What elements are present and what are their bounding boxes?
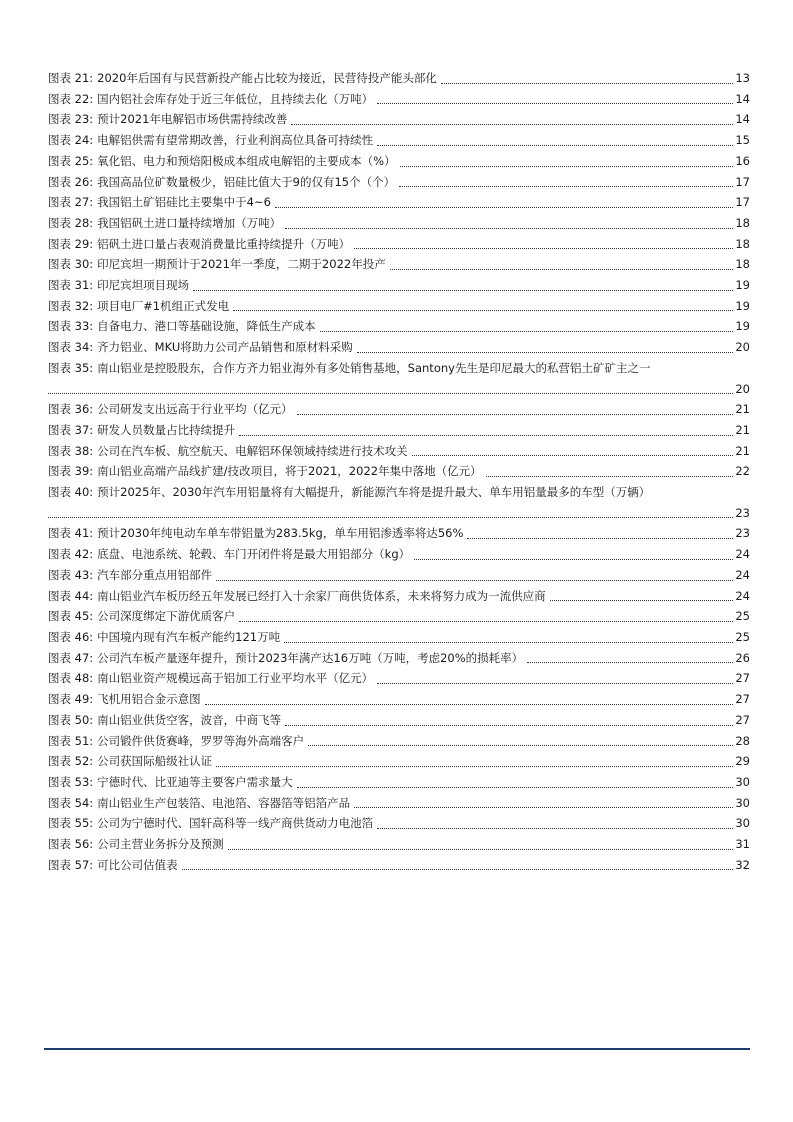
toc-entry[interactable] (48, 130, 750, 151)
toc-entry-title[interactable]: 南山铝业资产规模远高于铝加工行业平均水平（亿元） (97, 671, 374, 686)
toc-entry[interactable] (48, 793, 750, 814)
toc-entry-page[interactable]: 26 (735, 650, 750, 665)
toc-entry-label: 图表 34: (48, 340, 94, 355)
toc-entry-page[interactable]: 30 (735, 816, 750, 831)
toc-entry-label: 图表 44: (48, 588, 94, 603)
toc-dot-leader (205, 704, 734, 705)
toc-entry-title[interactable]: 公司为宁德时代、国轩高科等一线产商供货动力电池箔 (97, 816, 374, 831)
toc-dot-leader (228, 849, 734, 850)
table-of-figures (48, 68, 750, 875)
toc-entry[interactable] (48, 89, 750, 110)
toc-entry-title[interactable]: 我国高品位矿数量极少，铝硅比值大于9的仅有15个（个） (97, 174, 396, 189)
toc-entry-title[interactable]: 2020年后国有与民营新投产能占比较为接近，民营待投产能头部化 (97, 71, 437, 85)
toc-entry-title[interactable]: 汽车部分重点用铝部件 (97, 567, 213, 582)
toc-dot-leader (285, 725, 733, 726)
toc-entry-page[interactable]: 13 (735, 71, 750, 85)
toc-dot-leader (291, 124, 733, 125)
toc-entry[interactable] (48, 606, 750, 627)
toc-dot-leader (320, 331, 734, 332)
toc-entry-label: 图表 48: (48, 671, 94, 686)
toc-entry-page[interactable]: 30 (735, 774, 750, 789)
toc-entry[interactable] (48, 523, 750, 544)
toc-dot-leader (486, 476, 734, 477)
toc-entry-page[interactable]: 32 (735, 857, 750, 872)
toc-entry-title[interactable]: 南山铝业是控股股东，合作方齐力铝业海外有多处销售基地，Santony先生是印尼最大的私营铝土矿矿主之一 (97, 360, 651, 375)
toc-entry-title[interactable]: 我国铝土矿铝硅比主要集中于4~6 (97, 195, 271, 210)
toc-dot-leader (399, 186, 733, 187)
toc-entry-title[interactable]: 南山铝业供货空客，波音，中商飞等 (97, 712, 282, 727)
toc-entry-page[interactable]: 24 (735, 547, 750, 562)
toc-entry-page[interactable]: 31 (735, 837, 750, 852)
toc-entry-title[interactable]: 南山铝业高端产品线扩建/技改项目，将于2021，2022年集中落地（亿元） (97, 464, 482, 479)
toc-dot-leader (412, 455, 734, 456)
toc-entry-page[interactable]: 18 (735, 236, 750, 251)
toc-entry[interactable] (48, 648, 750, 669)
toc-entry-label: 图表 29: (48, 236, 94, 251)
toc-entry[interactable] (48, 627, 750, 648)
toc-entry-label: 图表 47: (48, 650, 94, 665)
toc-entry[interactable] (48, 337, 750, 358)
toc-entry-title[interactable]: 公司获国际船级社认证 (97, 754, 213, 769)
toc-entry[interactable] (48, 275, 750, 296)
toc-dot-leader (285, 228, 733, 229)
toc-entry[interactable] (48, 668, 750, 689)
toc-entry-label: 图表 28: (48, 215, 94, 230)
toc-entry-label: 图表 56: (48, 837, 94, 852)
toc-entry[interactable] (48, 68, 750, 89)
toc-entry[interactable] (48, 213, 750, 234)
toc-entry-title[interactable]: 预计2030年纯电动车单车带铝量为283.5kg，单车用铝渗透率将达56% (97, 526, 464, 541)
toc-entry-label: 图表 24: (48, 133, 94, 148)
toc-entry-label: 图表 55: (48, 816, 94, 831)
toc-entry-page[interactable]: 25 (735, 609, 750, 624)
footer-rule (44, 1048, 750, 1050)
toc-entry-title[interactable]: 中国境内现有汽车板产能约121万吨 (97, 629, 281, 644)
toc-entry[interactable] (48, 689, 750, 710)
toc-entry[interactable] (48, 482, 750, 523)
toc-entry-title[interactable]: 公司在汽车板、航空航天、电解铝环保领域持续进行技术攻关 (97, 443, 408, 458)
toc-entry-page[interactable]: 27 (735, 692, 750, 707)
toc-dot-leader (377, 145, 733, 146)
toc-entry-label: 图表 30: (48, 257, 94, 272)
toc-entry-label: 图表 35: (48, 360, 94, 375)
toc-entry-page[interactable]: 19 (735, 319, 750, 334)
toc-dot-leader (354, 807, 733, 808)
toc-dot-leader (216, 580, 733, 581)
toc-entry-page[interactable]: 16 (735, 153, 750, 168)
toc-entry-title[interactable]: 公司锻件供货赛峰，罗罗等海外高端客户 (97, 733, 305, 748)
toc-entry[interactable] (48, 586, 750, 607)
toc-dot-leader (193, 290, 733, 291)
toc-entry-title[interactable]: 宁德时代、比亚迪等主要客户需求量大 (97, 774, 293, 789)
toc-entry-page[interactable]: 25 (735, 629, 750, 644)
toc-entry-label: 图表 21: (48, 71, 94, 85)
toc-entry[interactable] (48, 441, 750, 462)
toc-entry-page[interactable]: 19 (735, 298, 750, 313)
toc-entry-title[interactable]: 公司主营业务拆分及预测 (97, 837, 224, 852)
toc-entry-title[interactable]: 项目电厂#1机组正式发电 (97, 298, 230, 313)
toc-entry[interactable] (48, 461, 750, 482)
toc-entry[interactable] (48, 358, 750, 399)
toc-entry-title[interactable]: 可比公司估值表 (97, 857, 178, 872)
toc-entry-page[interactable]: 22 (735, 464, 750, 479)
toc-entry-label: 图表 45: (48, 609, 94, 624)
toc-entry-label: 图表 39: (48, 464, 94, 479)
toc-entry[interactable] (48, 109, 750, 130)
toc-entry-title[interactable]: 预计2025年、2030年汽车用铝量将有大幅提升，新能源汽车将是提升最大、单车用铝量最多的车型（万辆） (97, 485, 651, 500)
toc-dot-leader (400, 166, 734, 167)
toc-entry-page[interactable]: 24 (735, 588, 750, 603)
toc-dot-leader (275, 207, 733, 208)
toc-entry[interactable] (48, 172, 750, 193)
toc-entry-title[interactable]: 我国铝矾土进口量持续增加（万吨） (97, 215, 282, 230)
toc-dot-leader (297, 414, 734, 415)
toc-entry-label: 图表 31: (48, 278, 94, 293)
toc-entry-page[interactable]: 29 (735, 754, 750, 769)
toc-dot-leader (239, 621, 733, 622)
toc-entry-page[interactable]: 18 (735, 257, 750, 272)
toc-entry-title[interactable]: 电解铝供需有望常期改善，行业利润高位具备可持续性 (97, 133, 374, 148)
toc-entry-page[interactable]: 17 (735, 195, 750, 210)
toc-dot-leader (182, 869, 734, 870)
toc-dot-leader (377, 683, 733, 684)
toc-entry[interactable] (48, 234, 750, 255)
toc-entry-page[interactable]: 20 (735, 340, 750, 355)
toc-entry[interactable] (48, 420, 750, 441)
toc-dot-leader (441, 83, 733, 84)
toc-dot-leader (390, 269, 734, 270)
toc-entry-page[interactable]: 19 (735, 278, 750, 293)
toc-dot-leader (377, 103, 733, 104)
toc-entry-label: 图表 41: (48, 526, 94, 541)
toc-dot-leader (550, 600, 734, 601)
toc-entry-label: 图表 51: (48, 733, 94, 748)
toc-entry-label: 图表 26: (48, 174, 94, 189)
toc-entry-label: 图表 46: (48, 629, 94, 644)
toc-dot-leader (233, 310, 733, 311)
toc-entry-title[interactable]: 印尼宾坦一期预计于2021年一季度，二期于2022年投产 (97, 257, 386, 272)
toc-entry-label: 图表 42: (48, 547, 94, 562)
toc-entry[interactable] (48, 772, 750, 793)
toc-entry-title[interactable]: 南山铝业汽车板历经五年发展已经打入十余家厂商供货体系，未来将努力成为一流供应商 (97, 588, 546, 603)
toc-entry[interactable] (48, 151, 750, 172)
toc-entry[interactable] (48, 296, 750, 317)
toc-entry-label: 图表 33: (48, 319, 94, 334)
toc-dot-leader (297, 787, 734, 788)
toc-entry[interactable] (48, 751, 750, 772)
toc-entry-title[interactable]: 底盘、电池系统、轮毂、车门开闭件将是最大用铝部分（kg） (97, 547, 411, 562)
toc-entry-title[interactable]: 飞机用铝合金示意图 (97, 692, 201, 707)
toc-entry[interactable] (48, 316, 750, 337)
toc-entry-page[interactable]: 14 (735, 112, 750, 127)
toc-entry-title[interactable]: 预计2021年电解铝市场供需持续改善 (97, 112, 288, 127)
toc-entry-title[interactable]: 研发人员数量占比持续提升 (97, 422, 236, 437)
toc-entry-label: 图表 43: (48, 567, 94, 582)
toc-entry-label: 图表 40: (48, 485, 94, 500)
toc-entry-label: 图表 22: (48, 91, 94, 106)
toc-entry-page[interactable]: 23 (735, 505, 750, 520)
toc-entry-label: 图表 32: (48, 298, 94, 313)
toc-entry-title[interactable]: 氧化铝、电力和预焙阳极成本组成电解铝的主要成本（%） (97, 153, 396, 168)
toc-entry-page[interactable]: 17 (735, 174, 750, 189)
toc-entry-page[interactable]: 21 (735, 443, 750, 458)
toc-entry-title[interactable]: 自备电力、港口等基础设施，降低生产成本 (97, 319, 316, 334)
toc-entry-page[interactable]: 28 (735, 733, 750, 748)
toc-entry-title[interactable]: 公司研发支出远高于行业平均（亿元） (97, 402, 293, 417)
toc-entry-page[interactable]: 18 (735, 215, 750, 230)
toc-dot-leader (527, 662, 733, 663)
toc-entry-title[interactable]: 印尼宾坦项目现场 (97, 278, 190, 293)
toc-dot-leader (239, 435, 733, 436)
toc-entry[interactable] (48, 192, 750, 213)
toc-entry[interactable] (48, 710, 750, 731)
toc-entry-title[interactable]: 南山铝业生产包装箔、电池箔、容器箔等铝箔产品 (97, 795, 351, 810)
toc-entry-page[interactable]: 15 (735, 133, 750, 148)
toc-entry-label: 图表 25: (48, 153, 94, 168)
toc-entry[interactable] (48, 813, 750, 834)
toc-entry-page[interactable]: 27 (735, 671, 750, 686)
toc-entry-page[interactable]: 23 (735, 526, 750, 541)
toc-entry-label: 图表 57: (48, 857, 94, 872)
toc-dot-leader (357, 352, 734, 353)
toc-entry-page[interactable]: 21 (735, 422, 750, 437)
toc-entry[interactable] (48, 254, 750, 275)
toc-entry[interactable] (48, 855, 750, 876)
toc-entry-label: 图表 23: (48, 112, 94, 127)
toc-dot-leader (414, 559, 733, 560)
toc-entry-page[interactable]: 24 (735, 567, 750, 582)
toc-entry[interactable] (48, 544, 750, 565)
toc-entry[interactable] (48, 731, 750, 752)
toc-entry-label: 图表 27: (48, 195, 94, 210)
toc-dot-leader (377, 828, 733, 829)
toc-entry-label: 图表 53: (48, 774, 94, 789)
toc-dot-leader (354, 248, 733, 249)
toc-entry-page[interactable]: 30 (735, 795, 750, 810)
toc-entry-title[interactable]: 国内铝社会库存处于近三年低位，且持续去化（万吨） (97, 91, 374, 106)
toc-entry-page[interactable]: 14 (735, 91, 750, 106)
toc-entry-label: 图表 36: (48, 402, 94, 417)
toc-dot-leader (48, 517, 733, 518)
toc-entry-title[interactable]: 齐力铝业、MKU将助力公司产品销售和原材料采购 (97, 340, 353, 355)
toc-entry-page[interactable]: 21 (735, 402, 750, 417)
toc-entry-label: 图表 49: (48, 692, 94, 707)
toc-entry-label: 图表 52: (48, 754, 94, 769)
toc-entry-page[interactable]: 27 (735, 712, 750, 727)
toc-dot-leader (284, 642, 733, 643)
toc-entry-label: 图表 37: (48, 422, 94, 437)
toc-dot-leader (308, 745, 733, 746)
toc-entry-page[interactable]: 20 (735, 381, 750, 396)
toc-entry-label: 图表 38: (48, 443, 94, 458)
toc-dot-leader (48, 393, 733, 394)
toc-dot-leader (216, 766, 733, 767)
toc-entry-title[interactable]: 公司深度绑定下游优质客户 (97, 609, 236, 624)
toc-entry[interactable] (48, 834, 750, 855)
toc-entry-title[interactable]: 公司汽车板产量逐年提升，预计2023年满产达16万吨（万吨，考虑20%的损耗率） (97, 650, 524, 665)
toc-entry-label: 图表 54: (48, 795, 94, 810)
toc-dot-leader (467, 538, 733, 539)
toc-entry[interactable] (48, 399, 750, 420)
toc-entry[interactable] (48, 565, 750, 586)
toc-entry-label: 图表 50: (48, 712, 94, 727)
toc-entry-title[interactable]: 铝矾土进口量占表观消费量比重持续提升（万吨） (97, 236, 351, 251)
